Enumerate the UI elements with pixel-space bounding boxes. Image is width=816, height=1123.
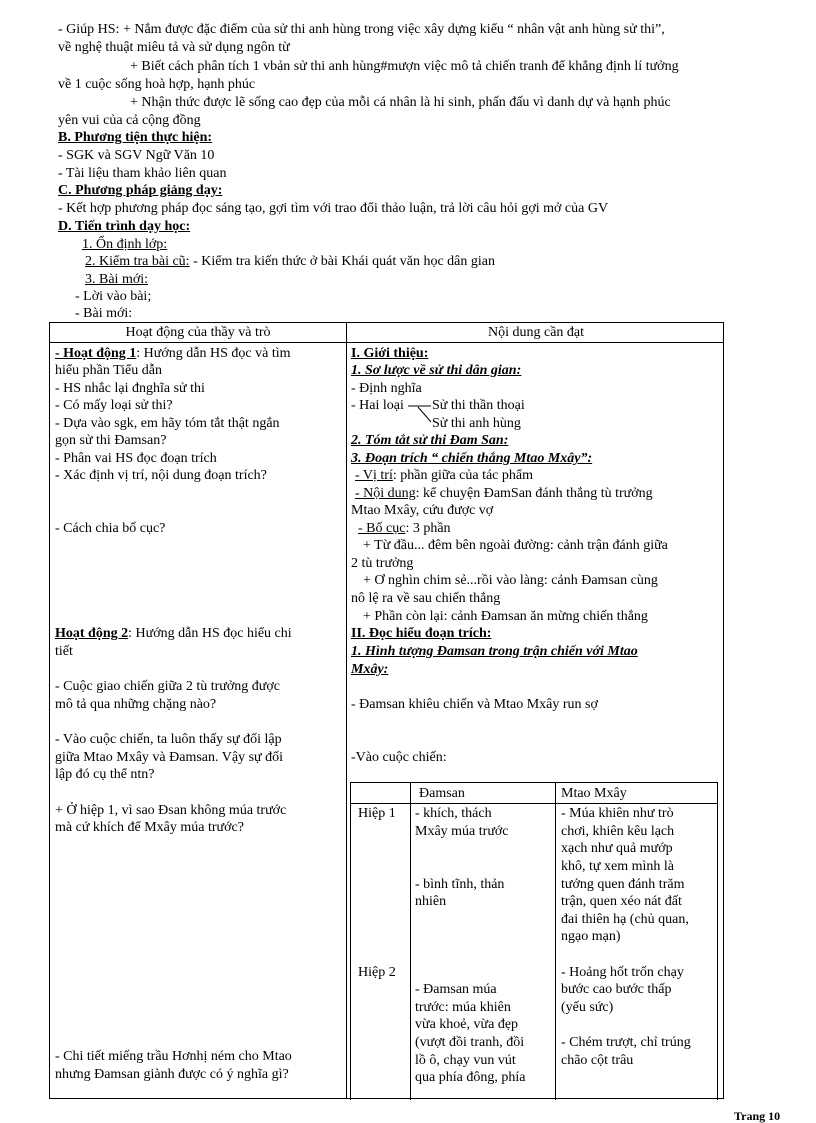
content-item-cont: nô lệ ra về sau chiến thắng	[351, 591, 501, 606]
content-item-cont: 2 tù trưởng	[351, 556, 414, 571]
objective-1: - Giúp HS: + Nắm được đặc điểm của sử thi anh hùng trong việc xây dựng kiểu “ nhân vật anh hùng sử thi”,	[58, 22, 665, 37]
cell-text: (yếu sức)	[561, 1000, 614, 1015]
content-item: - Định nghĩa	[351, 381, 422, 396]
cell-text: xạch như quả mướp	[561, 841, 673, 856]
content-item	[355, 485, 653, 503]
cell-text: - Hoảng hốt trốn chạy	[561, 965, 684, 980]
cell-text: - khích, thách	[415, 806, 492, 821]
activity-1	[55, 345, 291, 363]
section-b-item-1: - SGK và SGV Ngữ Văn 10	[58, 148, 215, 163]
question: - Chi tiết miếng trầu Hơnhị ném cho Mtao	[55, 1049, 292, 1064]
question: - Phân vai HS đọc đoạn trích	[55, 451, 217, 466]
round-1-label: Hiệp 1	[358, 806, 396, 821]
position-text: : phần giữa của tác phẩm	[392, 468, 534, 483]
cell-text: tướng quen đánh trăm	[561, 877, 685, 892]
section-c-heading: C. Phương pháp giảng dạy:	[58, 183, 223, 198]
section-1-1-heading: 1. Sơ lược về sử thi dân gian:	[351, 363, 522, 378]
col-header-damsan: Đamsan	[419, 786, 465, 801]
section-1-2-heading: 2. Tóm tắt sử thi Đam San:	[351, 433, 509, 448]
content-item: - Hai loại	[351, 398, 404, 413]
question: - Vào cuộc chiến, ta luôn thấy sự đối lập	[55, 732, 282, 747]
content-item: -Vào cuộc chiến:	[351, 750, 447, 765]
cell-text: - bình tĩnh, thản	[415, 877, 505, 892]
content-item: + Từ đầu... đêm bên ngoài đường: cảnh trận đánh giữa	[363, 538, 668, 553]
question: - Cách chia bố cục?	[55, 521, 166, 536]
cell-text: (vượt đồi tranh, đồi	[415, 1035, 525, 1050]
cell-text: chơi, khiên kêu lạch	[561, 824, 675, 839]
layout-text: : 3 phần	[405, 521, 451, 536]
activity-1-label: - Hoạt động 1	[55, 346, 137, 361]
question-cont: gọn sử thi Đamsan?	[55, 433, 167, 448]
content-label: - Nội dung	[355, 486, 416, 501]
section-b-heading: B. Phương tiện thực hiện:	[58, 130, 213, 145]
section-d-step-1: 1. Ổn định lớp:	[82, 237, 168, 252]
question-cont: giữa Mtao Mxây và Đamsan. Vậy sự đối	[55, 750, 283, 765]
step-2-label: 2. Kiểm tra bài cũ:	[85, 254, 190, 269]
content-item: - Đamsan khiêu chiến và Mtao Mxây run sợ	[351, 697, 598, 712]
content-item	[358, 520, 451, 538]
cell-text: - Đamsan múa	[415, 982, 497, 997]
section-d-step-2	[85, 253, 495, 271]
cell-text: vừa khoẻ, vừa đẹp	[415, 1017, 519, 1032]
question: - Cuộc giao chiến giữa 2 tù trưởng được	[55, 679, 280, 694]
cell-text: trước: múa khiên	[415, 1000, 511, 1015]
round-2-label: Hiệp 2	[358, 965, 396, 980]
cell-text: lồ ô, chạy vun vút	[415, 1053, 516, 1068]
section-d-new-lesson: - Bài mới:	[75, 306, 133, 321]
activity-2-label: Hoạt động 2	[55, 626, 129, 641]
objective-2: + Biết cách phân tích 1 vbản sử thi anh hùng#mượn việc mô tả chiến tranh để khẳng định lí tưởng	[130, 59, 679, 74]
cell-text: nhiên	[415, 894, 447, 909]
cell-text: - Chém trượt, chỉ trúng	[561, 1035, 691, 1050]
content-item: + Phần còn lại: cảnh Đamsan ăn mừng chiến thắng	[363, 609, 648, 624]
question: - Dựa vào sgk, em hãy tóm tắt thật ngắn	[55, 416, 280, 431]
cell-text: ngạo mạn)	[561, 929, 621, 944]
activity-2-cont: tiết	[55, 644, 73, 659]
question-cont: mà cứ khích để Mxây múa trước?	[55, 820, 244, 835]
section-b-item-2: - Tài liệu tham khảo liên quan	[58, 166, 227, 181]
question-cont: lập đó cụ thể ntn?	[55, 767, 155, 782]
cell-text: khô, tự xem mình là	[561, 859, 674, 874]
activity-2	[55, 625, 292, 643]
section-2-heading: II. Đọc hiểu đoạn trích:	[351, 626, 492, 641]
position-label: - Vị trí	[355, 468, 393, 483]
section-2-1-heading-cont: Mxây:	[351, 662, 389, 677]
content-item-cont: Mtao Mxây, cứu được vợ	[351, 503, 494, 518]
content-item: + Ơ nghìn chim sẻ...rồi vào làng: cảnh Đamsan cùng	[363, 573, 658, 588]
cell-text: trận, quen xéo nát đất	[561, 894, 682, 909]
section-1-3-heading: 3. Đoạn trích “ chiến thắng Mtao Mxây”:	[351, 451, 593, 466]
cell-text: - Múa khiên như trò	[561, 806, 674, 821]
section-d-step-3: 3. Bài mới:	[85, 272, 149, 287]
section-1-heading: I. Giới thiệu:	[351, 346, 429, 361]
objective-1-cont: về nghệ thuật miêu tả và sử dụng ngôn từ	[58, 40, 290, 55]
cell-text: Mxây múa trước	[415, 824, 509, 839]
cell-text: qua phía đông, phía	[415, 1070, 526, 1085]
comparison-table	[350, 782, 718, 1100]
step-2-text: - Kiểm tra kiến thức ở bài Khái quát văn học dân gian	[189, 254, 495, 269]
layout-label: - Bố cục	[358, 521, 406, 536]
activity-2-text: : Hướng dẫn HS đọc hiểu chi	[128, 626, 292, 641]
question-cont: nhưng Đamsan giành được có ý nghĩa gì?	[55, 1067, 289, 1082]
cell-text: bước cao bước thấp	[561, 982, 672, 997]
activity-1-text: : Hướng dẫn HS đọc và tìm	[136, 346, 291, 361]
epic-type-1: Sử thi thần thoại	[432, 398, 525, 413]
objective-2-cont: về 1 cuộc sống hoà hợp, hạnh phúc	[58, 77, 256, 92]
header-content: Nội dung cần đạt	[487, 325, 585, 340]
cell-text: chão cột trâu	[561, 1053, 634, 1068]
question-cont: mô tả qua những chặng nào?	[55, 697, 217, 712]
content-text: : kể chuyện ĐamSan đánh thắng tù trưởng	[415, 486, 653, 501]
objective-3: + Nhận thức được lẽ sống cao đẹp của mỗi cá nhân là hi sinh, phấn đấu vì danh dự và hạnh phúc	[130, 95, 671, 110]
content-item	[355, 467, 533, 485]
section-2-1-heading: 1. Hình tượng Đamsan trong trận chiến với Mtao	[351, 644, 638, 659]
activity-1-cont: hiểu phần Tiểu dẫn	[55, 363, 162, 378]
section-d-heading: D. Tiến trình dạy học:	[58, 219, 191, 234]
question: - Có mấy loại sử thi?	[55, 398, 173, 413]
question: - HS nhắc lại đnghĩa sử thi	[55, 381, 205, 396]
cell-text: đai thiên hạ (chủ quan,	[561, 912, 689, 927]
branch-connector	[407, 399, 433, 425]
question: + Ở hiệp 1, vì sao Đsan không múa trước	[55, 803, 287, 818]
section-c-item-1: - Kết hợp phương pháp đọc sáng tạo, gợi tìm với trao đổi thảo luận, trả lời câu hỏi gợi mở của GV	[58, 201, 609, 216]
objective-3-cont: yên vui của cả cộng đồng	[58, 113, 201, 128]
epic-type-2: Sử thi anh hùng	[432, 416, 521, 431]
lesson-table	[49, 322, 724, 1099]
question: - Xác định vị trí, nội dung đoạn trích?	[55, 468, 267, 483]
col-header-mtao: Mtao Mxây	[561, 786, 627, 801]
header-activities: Hoạt động của thầy và trò	[125, 325, 271, 340]
page-number: Trang 10	[734, 1109, 781, 1123]
section-d-intro-line: - Lời vào bài;	[75, 289, 152, 304]
